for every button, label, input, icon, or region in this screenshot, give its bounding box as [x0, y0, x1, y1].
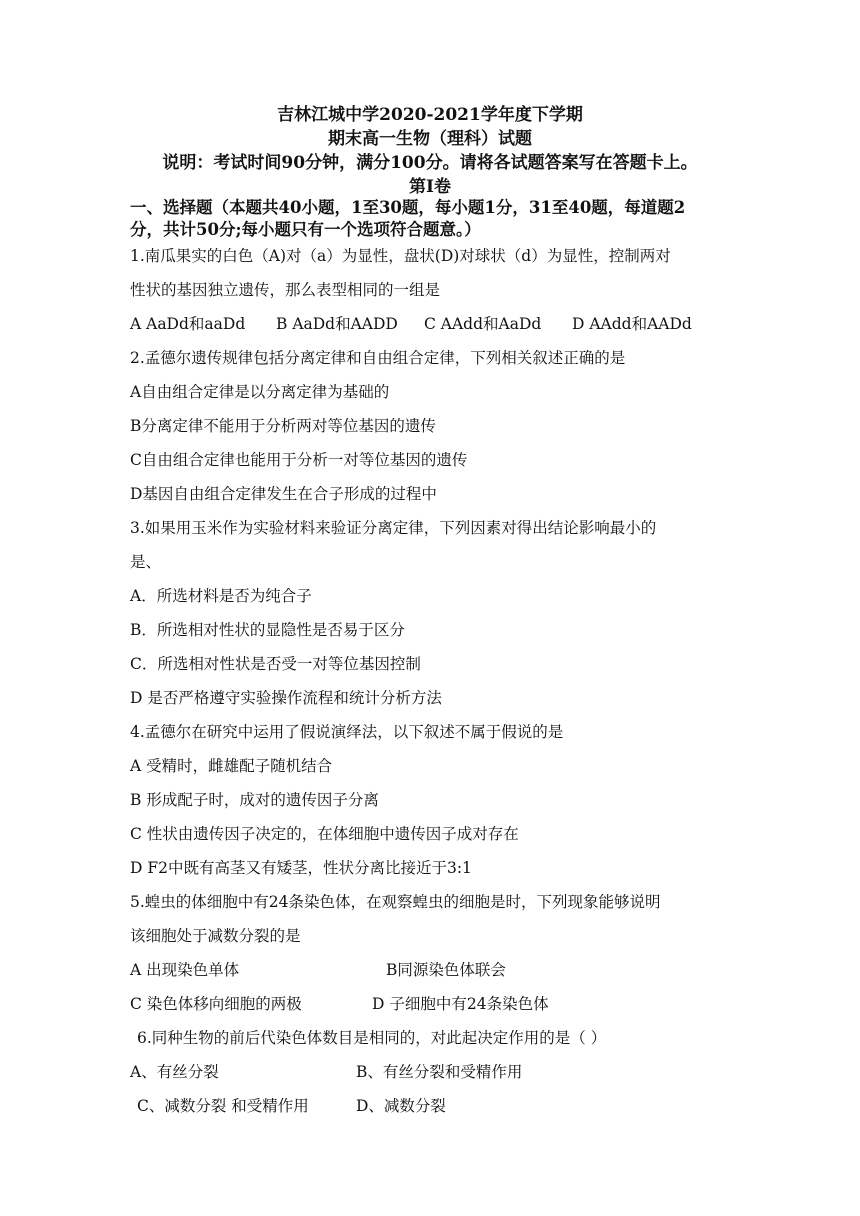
q3-option-d: D 是否严格遵守实验操作流程和统计分析方法: [130, 689, 442, 707]
q2-option-b: B分离定律不能用于分析两对等位基因的遗传: [130, 417, 436, 435]
q1-stem-line2: 性状的基因独立遗传，那么表型相同的一组是: [130, 281, 441, 299]
q3-option-a: A．所选材料是否为纯合子: [130, 587, 312, 605]
school-term-heading: 吉林江城中学2020-2021学年度下学期: [277, 105, 583, 125]
q5-option-c: C 染色体移向细胞的两极: [130, 995, 302, 1013]
q5-stem-line2: 该细胞处于减数分裂的是: [130, 927, 301, 945]
q3-stem-line2: 是、: [130, 553, 162, 571]
q6-option-d: D、减数分裂: [356, 1097, 446, 1115]
q4-option-a: A 受精时，雌雄配子随机结合: [130, 757, 333, 775]
q3-option-b: B．所选相对性状的显隐性是否易于区分: [130, 621, 405, 639]
q2-option-c: C自由组合定律也能用于分析一对等位基因的遗传: [130, 451, 468, 469]
q3-option-c: C．所选相对性状是否受一对等位基因控制: [130, 655, 421, 673]
q1-stem-line1: 1.南瓜果实的白色（A)对（a）为显性，盘状(D)对球状（d）为显性，控制两对: [130, 247, 671, 265]
q3-stem-line1: 3.如果用玉米作为实验材料来验证分离定律，下列因素对得出结论影响最小的: [130, 519, 657, 537]
q5-option-b: B同源染色体联会: [386, 961, 506, 979]
q6-stem: 6.同种生物的前后代染色体数目是相同的，对此起决定作用的是（ ）: [137, 1029, 607, 1047]
q4-option-b: B 形成配子时，成对的遗传因子分离: [130, 791, 379, 809]
q6-option-a: A、有丝分裂: [130, 1063, 219, 1081]
section-heading-line2: 分，共计50分;每小题只有一个选项符合题意。）: [130, 220, 481, 239]
q6-option-c: C、减数分裂 和受精作用: [137, 1097, 309, 1115]
q4-option-c: C 性状由遗传因子决定的，在体细胞中遗传因子成对存在: [130, 825, 519, 843]
q2-option-d: D基因自由组合定律发生在合子形成的过程中: [130, 485, 437, 503]
q4-option-d: D F2中既有高茎又有矮茎，性状分离比接近于3:1: [130, 859, 472, 877]
q5-option-a: A 出现染色单体: [130, 961, 240, 979]
q1-option-a: A AaDd和aaDd: [130, 315, 246, 333]
q1-option-c: C AAdd和AaDd: [424, 315, 542, 333]
q5-stem-line1: 5.蝗虫的体细胞中有24条染色体，在观察蝗虫的细胞是时，下列现象能够说明: [130, 893, 661, 911]
exam-instructions: 说明：考试时间90分钟，满分100分。请将各试题答案写在答题卡上。: [162, 153, 698, 173]
q6-option-b: B、有丝分裂和受精作用: [356, 1063, 523, 1081]
q2-option-a: A自由组合定律是以分离定律为基础的: [130, 383, 390, 401]
section-heading-line1: 一、选择题（本题共40小题，1至30题，每小题1分，31至40题，每道题2: [130, 198, 686, 217]
volume-heading: 第Ⅰ卷: [409, 177, 451, 197]
q1-option-d: D AAdd和AADd: [572, 315, 692, 333]
q1-option-b: B AaDd和AADD: [276, 315, 398, 333]
q2-stem: 2.孟德尔遗传规律包括分离定律和自由组合定律，下列相关叙述正确的是: [130, 349, 626, 367]
exam-title: 期末高一生物（理科）试题: [328, 129, 532, 149]
q4-stem: 4.孟德尔在研究中运用了假说演绎法，以下叙述不属于假说的是: [130, 723, 564, 741]
q5-option-d: D 子细胞中有24条染色体: [372, 995, 549, 1013]
